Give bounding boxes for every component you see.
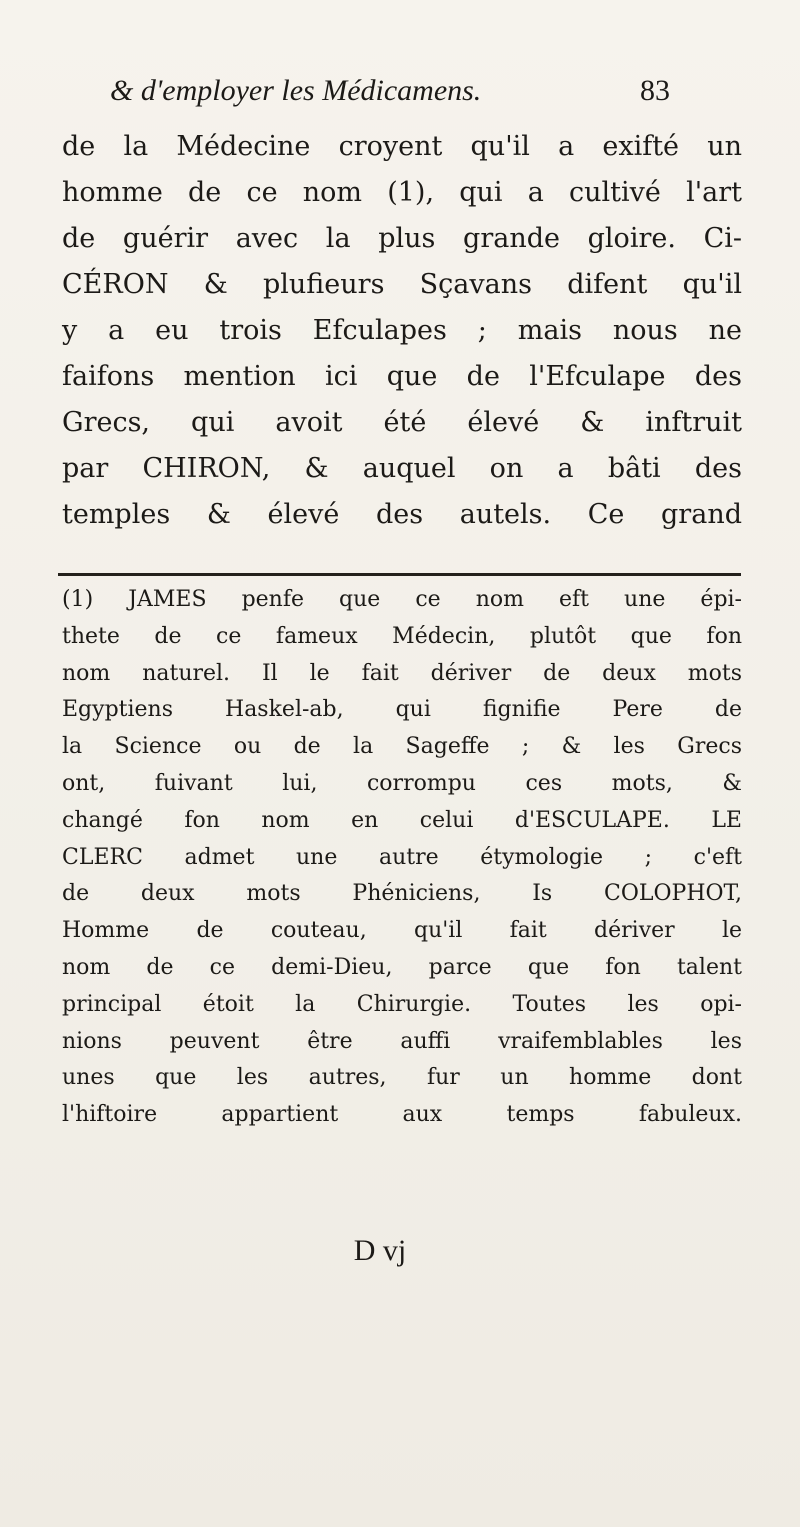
footnote-line: CLERC admet une autre étymologie ; c'eft [62, 844, 742, 870]
text-line: CÉRON & plufieurs Sçavans difent qu'il [62, 269, 742, 300]
text-line: temples & élevé des autels. Ce grand [62, 499, 742, 530]
footnote-line: nom naturel. Il le fait dériver de deux mots [62, 660, 742, 686]
footnote-line: l'hiftoire appartient aux temps fabuleux. [62, 1102, 742, 1128]
footnote-line: ont, fuivant lui, corrompu ces mots, & [62, 770, 742, 796]
text-line: faifons mention ici que de l'Efculape des [62, 361, 742, 392]
footnote-line: changé fon nom en celui d'ESCULAPE. LE [62, 807, 742, 833]
footnote-line: (1) JAMES penfe que ce nom eft une épi- [62, 587, 742, 612]
footnote-line: nom de ce demi-Dieu, parce que fon talent [62, 954, 742, 980]
running-header [110, 74, 670, 114]
text-line: de la Médecine croyent qu'il a exifté un [62, 131, 742, 162]
footnote-line: la Science ou de la Sageffe ; & les Grecs [62, 734, 742, 760]
text-line: homme de ce nom (1), qui a cultivé l'art [62, 177, 742, 208]
page-number: 83 [640, 74, 670, 107]
signature-text: D vj [353, 1234, 407, 1267]
text-line: par CHIRON, & auquel on a bâti des [62, 453, 742, 484]
text-line: y a eu trois Efculapes ; mais nous ne [62, 315, 742, 346]
text-line: de guérir avec la plus grande gloire. Ci- [62, 223, 742, 254]
footnote-line: de deux mots Phéniciens, Is COLOPHOT, [62, 881, 742, 907]
text-line: Grecs, qui avoit été élevé & inftruit [62, 407, 742, 438]
footnote-line: Homme de couteau, qu'il fait dériver le [62, 918, 742, 944]
footnote-line: Egyptiens Haskel-ab, qui fignifie Pere de [62, 697, 742, 723]
footnote-line: principal étoit la Chirurgie. Toutes les opi- [62, 991, 742, 1017]
footnote-divider [58, 573, 741, 576]
main-text [62, 124, 742, 538]
footnote-line: thete de ce fameux Médecin, plutôt que fon [62, 623, 742, 649]
footnote [62, 582, 742, 1134]
signature-mark [0, 1234, 800, 1268]
running-title: & d'employer les Médicamens. [110, 74, 482, 107]
footnote-line: nions peuvent être auffi vraifemblables les [62, 1028, 742, 1054]
footnote-line: unes que les autres, fur un homme dont [62, 1065, 742, 1091]
